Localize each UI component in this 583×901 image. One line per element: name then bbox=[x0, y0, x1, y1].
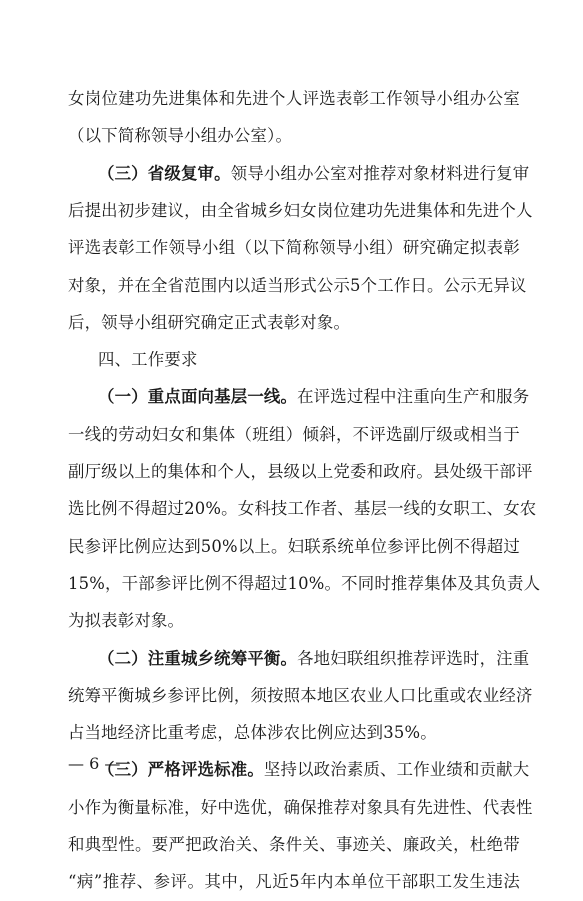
text-line bbox=[68, 453, 533, 491]
page-number: — 6 — bbox=[68, 754, 121, 773]
line-text: 小作为衡量标准，好中选优，确保推荐对象具有先进性、代表性 bbox=[68, 797, 533, 817]
text-line bbox=[68, 789, 533, 827]
text-line bbox=[68, 826, 520, 864]
line-text: 领导小组办公室对推荐对象材料进行复审 bbox=[230, 163, 530, 183]
text-line bbox=[68, 267, 527, 305]
line-text: 在评选过程中注重向生产和服务 bbox=[297, 387, 530, 407]
text-line bbox=[68, 565, 541, 603]
text-line bbox=[68, 863, 520, 901]
section-heading: （二）注重城乡统筹平衡。 bbox=[98, 648, 298, 668]
line-text: 民参评比例应达到50%以上。妇联系统单位参评比例不得超过 bbox=[68, 536, 520, 556]
text-line bbox=[68, 80, 520, 118]
line-text: 为拟表彰对象。 bbox=[68, 611, 185, 631]
line-text: 一线的劳动妇女和集体（班组）倾斜，不评选副厅级或相当于 bbox=[68, 424, 520, 444]
text-line bbox=[68, 229, 520, 267]
text-line bbox=[68, 677, 533, 715]
line-text: 后，领导小组研究确定正式表彰对象。 bbox=[68, 312, 351, 332]
text-line bbox=[68, 490, 537, 528]
section-heading: （三）省级复审。 bbox=[98, 163, 231, 183]
text-line bbox=[98, 155, 530, 193]
line-text: 统筹平衡城乡参评比例，须按照本地区农业人口比重或农业经济 bbox=[68, 685, 533, 705]
text-line bbox=[98, 341, 520, 379]
text-line bbox=[98, 751, 530, 789]
line-text: 副厅级以上的集体和个人，县级以上党委和政府。县处级干部评 bbox=[68, 462, 533, 481]
text-line bbox=[68, 602, 520, 640]
text-line bbox=[68, 528, 520, 566]
text-line bbox=[98, 378, 530, 416]
text-line bbox=[68, 416, 520, 454]
line-text: 四、工作要求 bbox=[98, 350, 198, 370]
line-text: 占当地经济比重考虑，总体涉农比例应达到35%。 bbox=[68, 723, 437, 743]
line-text: 和典型性。要严把政治关、条件关、事迹关、廉政关，杜绝带 bbox=[68, 835, 520, 854]
text-line bbox=[68, 117, 520, 155]
line-text: （以下简称领导小组办公室）。 bbox=[68, 126, 293, 146]
line-text: 选比例不得超过20%。女科技工作者、基层一线的女职工、女农 bbox=[68, 499, 537, 519]
text-line bbox=[68, 304, 520, 342]
line-text: 后提出初步建议，由全省城乡妇女岗位建功先进集体和先进个人 bbox=[68, 200, 533, 220]
line-text: 评选表彰工作领导小组（以下简称领导小组）研究确定拟表彰 bbox=[68, 238, 520, 258]
section-heading: （一）重点面向基层一线。 bbox=[98, 387, 298, 407]
line-text: 坚持以政治素质、工作业绩和贡献大 bbox=[263, 760, 530, 780]
line-text: 对象，并在全省范围内以适当形式公示5个工作日。公示无异议 bbox=[68, 275, 527, 295]
text-line bbox=[98, 640, 530, 678]
line-text: 各地妇联组织推荐评选时，注重 bbox=[297, 648, 530, 668]
text-line bbox=[68, 714, 520, 752]
section-heading: （三）严格评选标准。 bbox=[98, 760, 264, 780]
line-text: 女岗位建功先进集体和先进个人评选表彰工作领导小组办公室 bbox=[68, 89, 520, 108]
line-text: “病”推荐、参评。其中，凡近5年内本单位干部职工发生违法 bbox=[68, 872, 520, 892]
text-line bbox=[68, 192, 533, 230]
line-text: 15%，干部参评比例不得超过10%。不同时推荐集体及其负责人 bbox=[68, 573, 541, 593]
